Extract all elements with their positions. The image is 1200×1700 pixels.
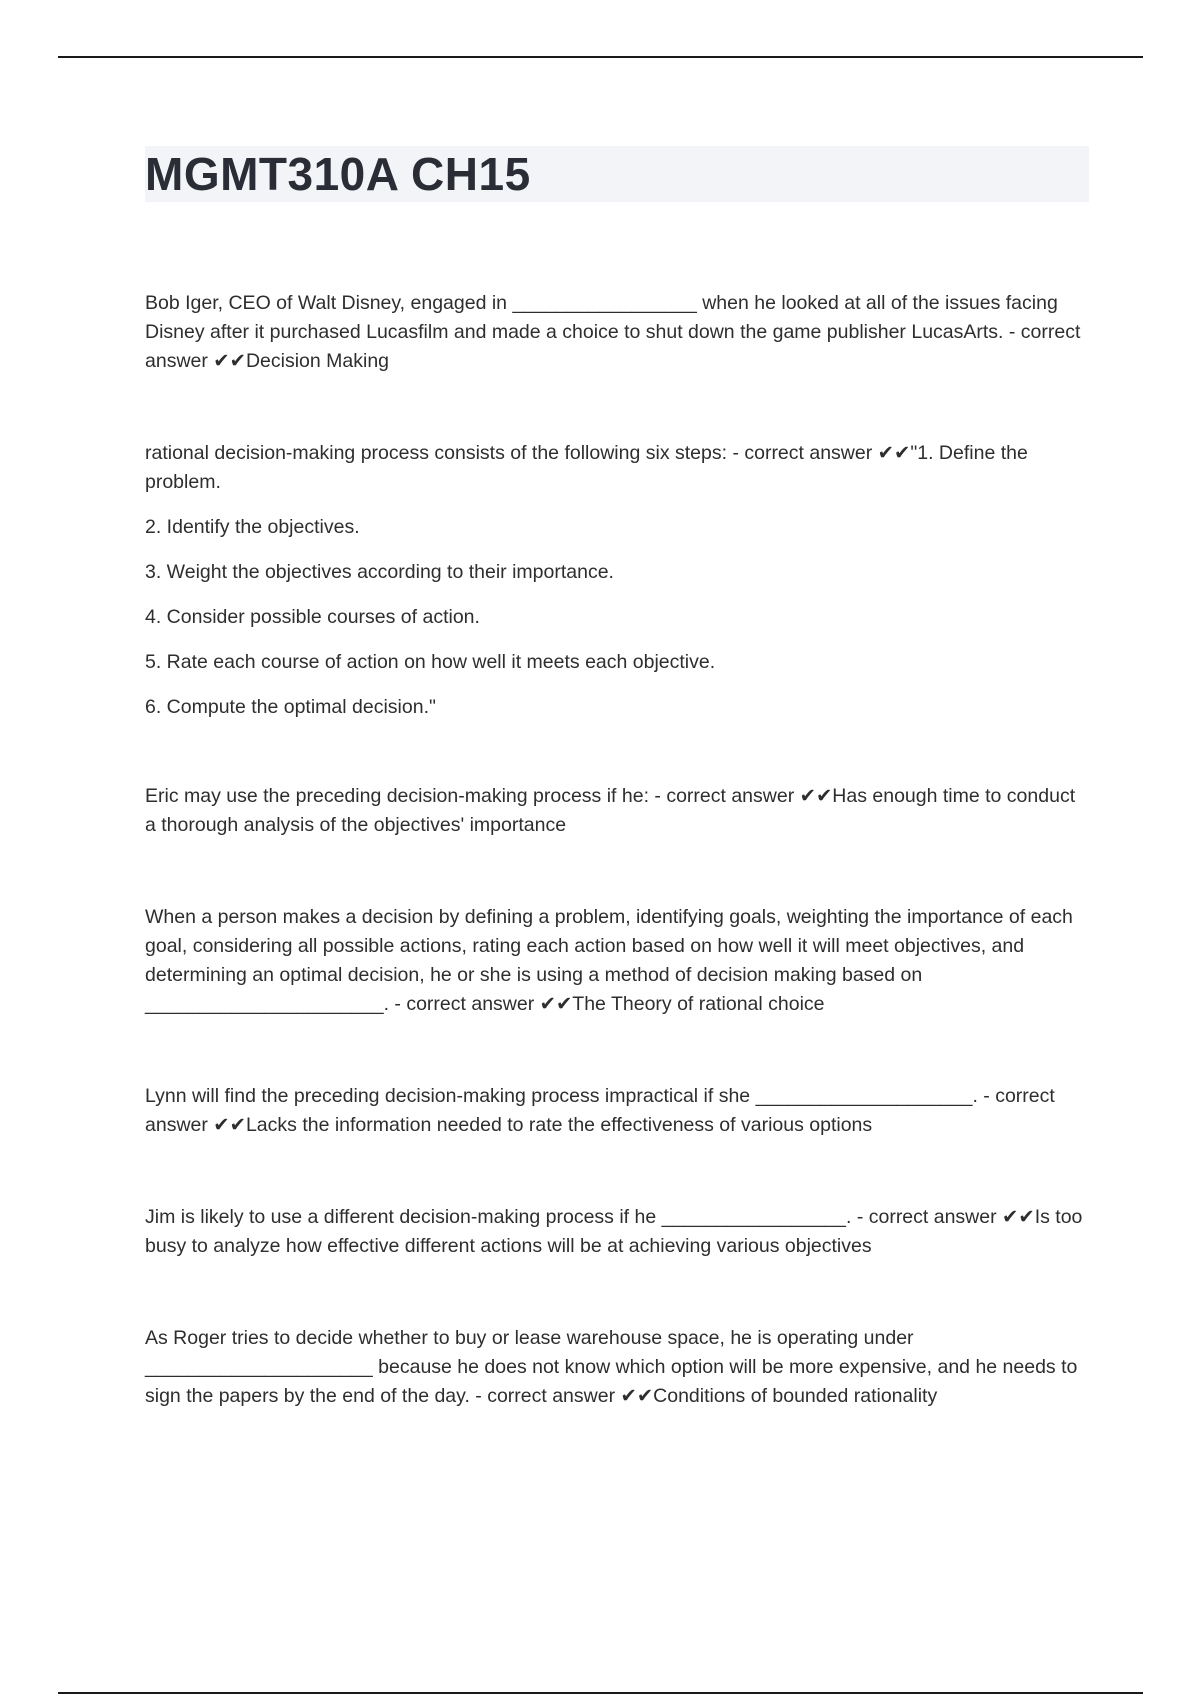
qa-item — [145, 439, 1090, 722]
bottom-rule — [58, 1692, 1143, 1694]
document-body — [145, 289, 1090, 1474]
qa-text: When a person makes a decision by defining a problem, identifying goals, weighting the importance of each goal, considering all possible actions, rating each action based on how well it will meet objectives, and determining an optimal decision, he or she is using a method of decision making based on ______________________. - correct answer ✔✔The Theory of rational choice — [145, 906, 1073, 1015]
qa-text: rational decision-making process consists of the following six steps: - correct answer ✔✔"1. Define the problem. — [145, 442, 1028, 493]
qa-item — [145, 903, 1090, 1019]
qa-item — [145, 1203, 1090, 1261]
top-rule — [58, 56, 1143, 58]
qa-item — [145, 1324, 1090, 1411]
qa-step: 4. Consider possible courses of action. — [145, 606, 480, 628]
qa-step: 3. Weight the objectives according to their importance. — [145, 561, 614, 583]
qa-text: Eric may use the preceding decision-making process if he: - correct answer ✔✔Has enough time to conduct a thorough analysis of the objectives' importance — [145, 785, 1076, 836]
qa-step: 5. Rate each course of action on how well it meets each objective. — [145, 651, 716, 673]
qa-item — [145, 289, 1090, 376]
qa-step: 2. Identify the objectives. — [145, 516, 360, 538]
document-title: MGMT310A CH15 — [145, 148, 531, 200]
qa-text: As Roger tries to decide whether to buy or lease warehouse space, he is operating under _____________________ because he does not know which option will be more expensive, and he needs to sign the papers by the end of the day. - correct answer ✔✔Conditions of bounded rationality — [145, 1327, 1078, 1407]
qa-text: Jim is likely to use a different decision-making process if he _________________. - correct answer ✔✔Is too busy to analyze how effective different actions will be at achieving various objectives — [145, 1206, 1083, 1257]
qa-item — [145, 782, 1090, 840]
qa-text: Bob Iger, CEO of Walt Disney, engaged in _________________ when he looked at all of the issues facing Disney after it purchased Lucasfilm and made a choice to shut down the game publisher LucasArts. - correct answer ✔✔Decision Making — [145, 292, 1081, 372]
qa-step: 6. Compute the optimal decision." — [145, 696, 436, 718]
qa-item — [145, 1082, 1090, 1140]
qa-text: Lynn will find the preceding decision-making process impractical if she ____________________. - correct answer ✔✔Lacks the information needed to rate the effectiveness of various options — [145, 1085, 1055, 1136]
